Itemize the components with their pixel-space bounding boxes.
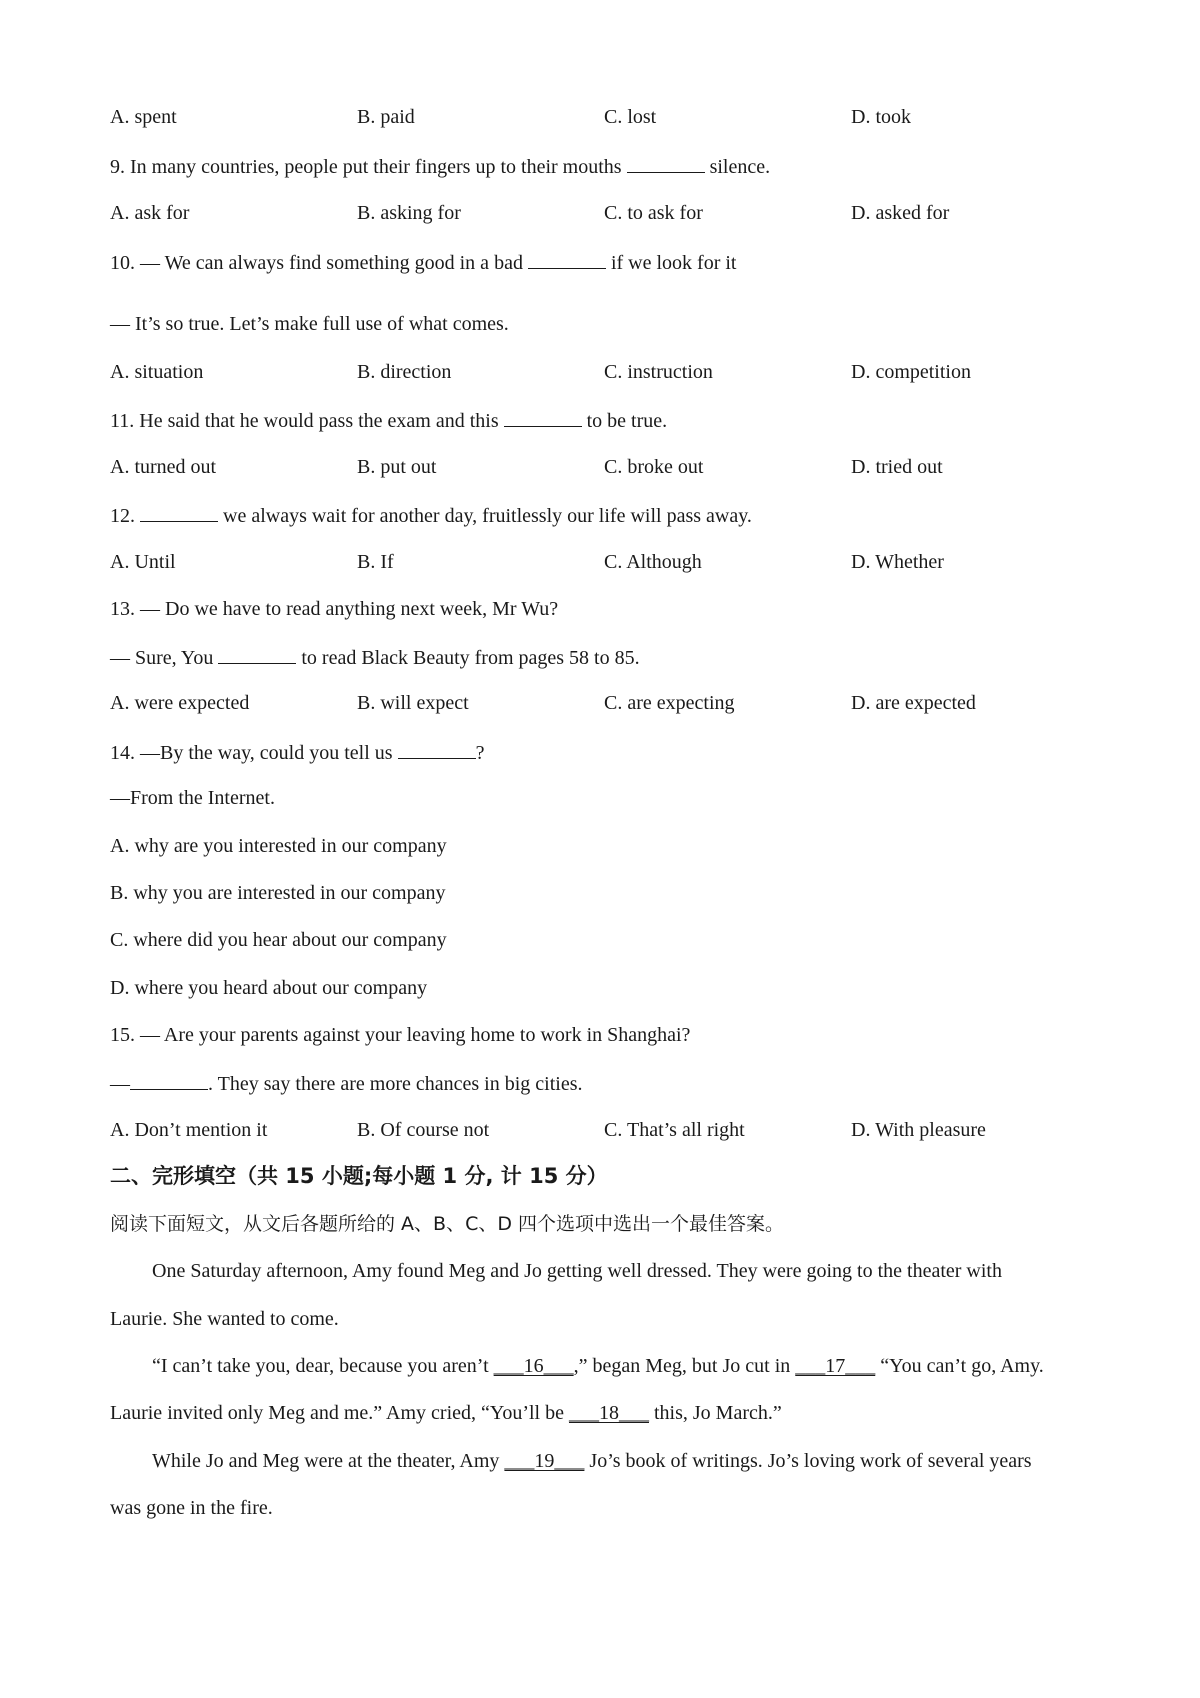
q12-option-d[interactable]: D. Whether — [851, 551, 944, 573]
q15-option-b[interactable]: B. Of course not — [357, 1119, 490, 1141]
section2-title: 二、完形填空（共 15 小题;每小题 1 分, 计 15 分） — [110, 1164, 608, 1188]
q12-blank — [140, 501, 218, 522]
q11-options — [110, 454, 1110, 480]
section2-instruction: 阅读下面短文，从文后各题所给的 A、B、C、D 四个选项中选出一个最佳答案。 — [110, 1213, 785, 1235]
q11-option-d[interactable]: D. tried out — [851, 456, 943, 478]
q15-option-a[interactable]: A. Don’t mention it — [110, 1119, 268, 1141]
blank-17: ___17___ — [795, 1355, 876, 1377]
q10-blank — [528, 248, 606, 269]
q10-option-d[interactable]: D. competition — [851, 361, 971, 383]
q9-stem: 9. In many countries, people put their fingers up to their mouths silence. — [110, 152, 770, 180]
blank-16: ___16___ — [493, 1355, 574, 1377]
q12-option-c[interactable]: C. Although — [604, 551, 702, 573]
q10-reply: — It’s so true. Let’s make full use of what comes. — [110, 313, 509, 335]
q13-reply: — Sure, You to read Black Beauty from pages 58 to 85. — [110, 643, 640, 671]
q15-stem: 15. — Are your parents against your leaving home to work in Shanghai? — [110, 1024, 691, 1046]
passage-p2-line1: “I can’t take you, dear, because you aren’t ___16___,” began Meg, but Jo cut in ___17___ “You can’t go, Amy. — [152, 1355, 1044, 1377]
q15-option-c[interactable]: C. That’s all right — [604, 1119, 745, 1141]
q13-option-d[interactable]: D. are expected — [851, 692, 976, 714]
q9-option-a[interactable]: A. ask for — [110, 202, 190, 224]
q10-stem: 10. — We can always find something good in a bad if we look for it — [110, 248, 736, 276]
q9-option-b[interactable]: B. asking for — [357, 202, 461, 224]
q14-reply: —From the Internet. — [110, 787, 275, 809]
q14-blank — [398, 738, 476, 759]
blank-18: ___18___ — [568, 1402, 649, 1424]
q13-options — [110, 690, 1110, 716]
q12-stem: 12. we always wait for another day, fruitlessly our life will pass away. — [110, 501, 752, 529]
q11-option-c[interactable]: C. broke out — [604, 456, 704, 478]
q13-blank — [218, 643, 296, 664]
q14-option-d[interactable]: D. where you heard about our company — [110, 977, 428, 999]
q9-options — [110, 200, 1110, 226]
q15-option-d[interactable]: D. With pleasure — [851, 1119, 986, 1141]
passage-p3-line1: While Jo and Meg were at the theater, Amy ___19___ Jo’s book of writings. Jo’s loving work of several years — [152, 1450, 1032, 1472]
q13-option-c[interactable]: C. are expecting — [604, 692, 735, 714]
q15-blank — [130, 1069, 208, 1090]
q15-options — [110, 1117, 1110, 1143]
q10-option-a[interactable]: A. situation — [110, 361, 204, 383]
q12-options — [110, 549, 1110, 575]
passage-p3-line2: was gone in the fire. — [110, 1497, 273, 1519]
passage-p2-line2: Laurie invited only Meg and me.” Amy cried, “You’ll be ___18___ this, Jo March.” — [110, 1402, 782, 1424]
q8-option-d[interactable]: D. took — [851, 106, 911, 128]
q10-option-c[interactable]: C. instruction — [604, 361, 713, 383]
q12-option-a[interactable]: A. Until — [110, 551, 176, 573]
q14-option-b[interactable]: B. why you are interested in our company — [110, 882, 446, 904]
q10-options — [110, 359, 1110, 385]
q15-reply: — . They say there are more chances in big cities. — [110, 1069, 582, 1097]
passage-p1-line1: One Saturday afternoon, Amy found Meg and Jo getting well dressed. They were going to the theater with — [152, 1260, 1002, 1282]
q14-option-c[interactable]: C. where did you hear about our company — [110, 929, 447, 951]
q9-blank — [627, 152, 705, 173]
q8-options — [110, 104, 1110, 130]
q11-option-b[interactable]: B. put out — [357, 456, 437, 478]
q8-option-b[interactable]: B. paid — [357, 106, 415, 128]
q14-option-a[interactable]: A. why are you interested in our company — [110, 835, 447, 857]
q12-option-b[interactable]: B. If — [357, 551, 394, 573]
q10-option-b[interactable]: B. direction — [357, 361, 452, 383]
passage-p1-line2: Laurie. She wanted to come. — [110, 1308, 339, 1330]
q13-stem: 13. — Do we have to read anything next week, Mr Wu? — [110, 598, 559, 620]
q11-blank — [504, 406, 582, 427]
q14-stem: 14. —By the way, could you tell us ? — [110, 738, 484, 766]
q8-option-c[interactable]: C. lost — [604, 106, 657, 128]
q13-option-a[interactable]: A. were expected — [110, 692, 250, 714]
blank-19: ___19___ — [504, 1450, 585, 1472]
q11-stem: 11. He said that he would pass the exam and this to be true. — [110, 406, 667, 434]
q13-option-b[interactable]: B. will expect — [357, 692, 469, 714]
q9-option-d[interactable]: D. asked for — [851, 202, 950, 224]
q9-option-c[interactable]: C. to ask for — [604, 202, 703, 224]
q8-option-a[interactable]: A. spent — [110, 106, 177, 128]
q11-option-a[interactable]: A. turned out — [110, 456, 217, 478]
